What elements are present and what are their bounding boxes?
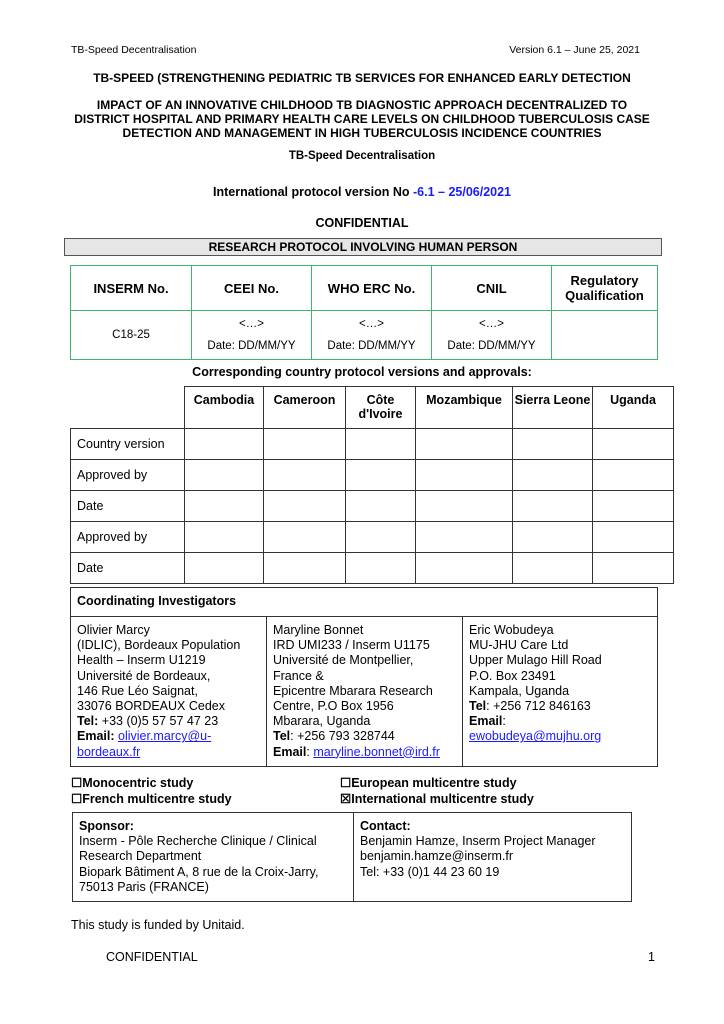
sponsor-line: Inserm - Pôle Recherche Clinique / Clinical — [79, 834, 317, 849]
address-line: 33076 BORDEAUX Cedex — [77, 699, 225, 714]
regulatory-qualification-cell — [552, 311, 658, 360]
tel-number: +33 (0)5 57 57 47 23 — [98, 714, 219, 729]
country-header: Cameroon — [264, 387, 346, 429]
table-row — [71, 522, 674, 553]
checkbox-label: European multicentre study — [351, 776, 517, 790]
address-line: Kampala, Uganda — [469, 683, 570, 698]
cnil-date: Date: DD/MM/YY — [447, 340, 536, 352]
sponsor-label: Sponsor: — [79, 819, 134, 833]
country-table — [70, 386, 674, 584]
address-line: (IDLIC), Bordeaux Population — [77, 638, 241, 653]
address-line: P.O. Box 23491 — [469, 668, 556, 683]
checkbox-french[interactable] — [71, 791, 232, 806]
contact-line: Benjamin Hamze, Inserm Project Manager — [360, 834, 596, 849]
ceei-placeholder: <…> — [239, 318, 264, 330]
phone-line — [469, 699, 651, 714]
cnil-cell — [432, 311, 552, 360]
contact-phone: Tel: +33 (0)1 44 23 60 19 — [360, 864, 500, 879]
tel-label: Tel: — [77, 714, 99, 729]
investigator-wobudeya — [463, 617, 658, 767]
protocol-version-label: International protocol version No — [212, 185, 414, 199]
research-protocol-banner: RESEARCH PROTOCOL INVOLVING HUMAN PERSON — [64, 238, 662, 256]
ceei-date: Date: DD/MM/YY — [207, 340, 296, 352]
address-line: Epicentre Mbarara Research — [273, 683, 433, 698]
contact-cell — [354, 813, 632, 902]
who-erc-date: Date: DD/MM/YY — [327, 340, 416, 352]
investigator-bonnet — [267, 617, 463, 767]
email-link[interactable]: bordeaux.fr — [77, 744, 141, 759]
email-line — [77, 729, 260, 759]
table-row — [71, 553, 674, 584]
sponsor-line: Biopark Bâtiment A, 8 rue de la Croix-Jarry, — [79, 864, 319, 879]
investigator-marcy — [71, 617, 267, 767]
email-link[interactable]: maryline.bonnet@ird.fr — [313, 744, 440, 759]
address-line: 146 Rue Léo Saignat, — [77, 683, 198, 698]
row-label: Country version — [71, 429, 185, 460]
investigators-table — [70, 587, 658, 767]
country-header: Cambodia — [185, 387, 264, 429]
ceei-cell — [192, 311, 312, 360]
country-header: Uganda — [593, 387, 674, 429]
phone-line — [273, 729, 456, 744]
country-header: Sierra Leone — [513, 387, 593, 429]
inserm-number: C18-25 — [71, 311, 192, 360]
sponsor-cell — [73, 813, 354, 902]
impact-title — [0, 98, 724, 140]
email-link[interactable]: ewobudeya@mujhu.org — [469, 729, 602, 744]
checkbox-unchecked-icon: ☐ — [71, 792, 83, 806]
row-label: Approved by — [71, 460, 185, 491]
address-line: Université de Bordeaux, — [77, 668, 211, 683]
row-label: Date — [71, 491, 185, 522]
impact-title-line2: DISTRICT HOSPITAL AND PRIMARY HEALTH CARE LEVELS ON CHILDHOOD TUBERCULOSIS CASE — [74, 112, 650, 126]
table-row — [71, 460, 674, 491]
email-label: Email: — [77, 729, 115, 744]
header-who-erc: WHO ERC No. — [312, 266, 432, 311]
sponsor-line: 75013 Paris (FRANCE) — [79, 879, 209, 894]
confidential-heading: CONFIDENTIAL — [315, 216, 409, 230]
who-erc-placeholder: <…> — [359, 318, 384, 330]
row-label: Approved by — [71, 522, 185, 553]
address-line: Mbarara, Uganda — [273, 714, 371, 729]
protocol-version-number: -6.1 – 25/06/2021 — [413, 185, 512, 199]
checkbox-unchecked-icon: ☐ — [340, 776, 352, 790]
contact-email: benjamin.hamze@inserm.fr — [360, 849, 514, 864]
cnil-placeholder: <…> — [479, 318, 504, 330]
checkbox-label: French multicentre study — [82, 792, 232, 806]
investigators-heading: Coordinating Investigators — [71, 588, 658, 617]
header-cnil: CNIL — [432, 266, 552, 311]
address-line: Université de Montpellier, — [273, 653, 414, 668]
tel-number: : +256 793 328744 — [290, 729, 395, 744]
checkbox-label: International multicentre study — [351, 792, 534, 806]
email-link[interactable]: olivier.marcy@u- — [118, 729, 212, 744]
email-line: Email: maryline.bonnet@ird.fr — [273, 744, 440, 759]
regulatory-table — [70, 265, 658, 360]
checkbox-checked-icon: ☒ — [340, 792, 352, 806]
impact-title-line3: DETECTION AND MANAGEMENT IN HIGH TUBERCULOSIS INCIDENCE COUNTRIES — [122, 126, 602, 140]
row-label: Date — [71, 553, 185, 584]
investigator-name: Eric Wobudeya — [469, 623, 554, 637]
address-line: Health – Inserm U1219 — [77, 653, 206, 668]
checkbox-european[interactable] — [340, 775, 517, 790]
address-line: Upper Mulago Hill Road — [469, 653, 602, 668]
protocol-version-line — [0, 185, 724, 199]
header-inserm: INSERM No. — [71, 266, 192, 311]
tel-label: Tel — [469, 699, 487, 714]
header-ceei: CEEI No. — [192, 266, 312, 311]
subtitle: TB-Speed Decentralisation — [288, 150, 436, 162]
country-header: Côte d'Ivoire — [346, 387, 416, 429]
header-regulatory-qualification: Regulatory Qualification — [552, 266, 658, 311]
country-corner-cell — [71, 387, 185, 429]
footer-confidential: CONFIDENTIAL — [106, 950, 198, 964]
tel-label: Tel — [273, 729, 291, 744]
email-label: Email — [273, 744, 307, 759]
address-line: MU-JHU Care Ltd — [469, 638, 569, 653]
country-header: Mozambique — [416, 387, 513, 429]
address-line: Centre, P.O Box 1956 — [273, 699, 394, 714]
address-line: France & — [273, 668, 324, 683]
checkbox-unchecked-icon: ☐ — [71, 776, 83, 790]
phone-line — [77, 714, 260, 729]
contact-label: Contact: — [360, 819, 411, 833]
study-title: TB-SPEED (STRENGTHENING PEDIATRIC TB SERVICES FOR ENHANCED EARLY DETECTION — [93, 71, 631, 85]
table-row — [71, 491, 674, 522]
tel-number: : +256 712 846163 — [486, 699, 591, 714]
email-line: Email: — [469, 714, 506, 729]
table-row — [71, 429, 674, 460]
checkbox-label: Monocentric study — [82, 776, 194, 790]
sponsor-line: Research Department — [79, 849, 202, 864]
checkbox-international[interactable] — [340, 791, 534, 806]
investigator-name: Maryline Bonnet — [273, 623, 364, 637]
who-erc-cell — [312, 311, 432, 360]
impact-title-line1: IMPACT OF AN INNOVATIVE CHILDHOOD TB DIAGNOSTIC APPROACH DECENTRALIZED TO — [96, 98, 628, 112]
checkbox-monocentric[interactable] — [71, 775, 193, 790]
funding-note: This study is funded by Unitaid. — [71, 918, 245, 932]
running-header-left: TB-Speed Decentralisation — [71, 44, 197, 56]
email-label: Email — [469, 714, 503, 729]
running-header-right: Version 6.1 – June 25, 2021 — [509, 44, 640, 56]
page-number: 1 — [648, 950, 655, 964]
address-line: IRD UMI233 / Inserm U1175 — [273, 638, 430, 653]
country-table-caption: Corresponding country protocol versions and approvals: — [192, 365, 532, 379]
sponsor-table — [72, 812, 632, 902]
investigator-name: Olivier Marcy — [77, 623, 150, 637]
